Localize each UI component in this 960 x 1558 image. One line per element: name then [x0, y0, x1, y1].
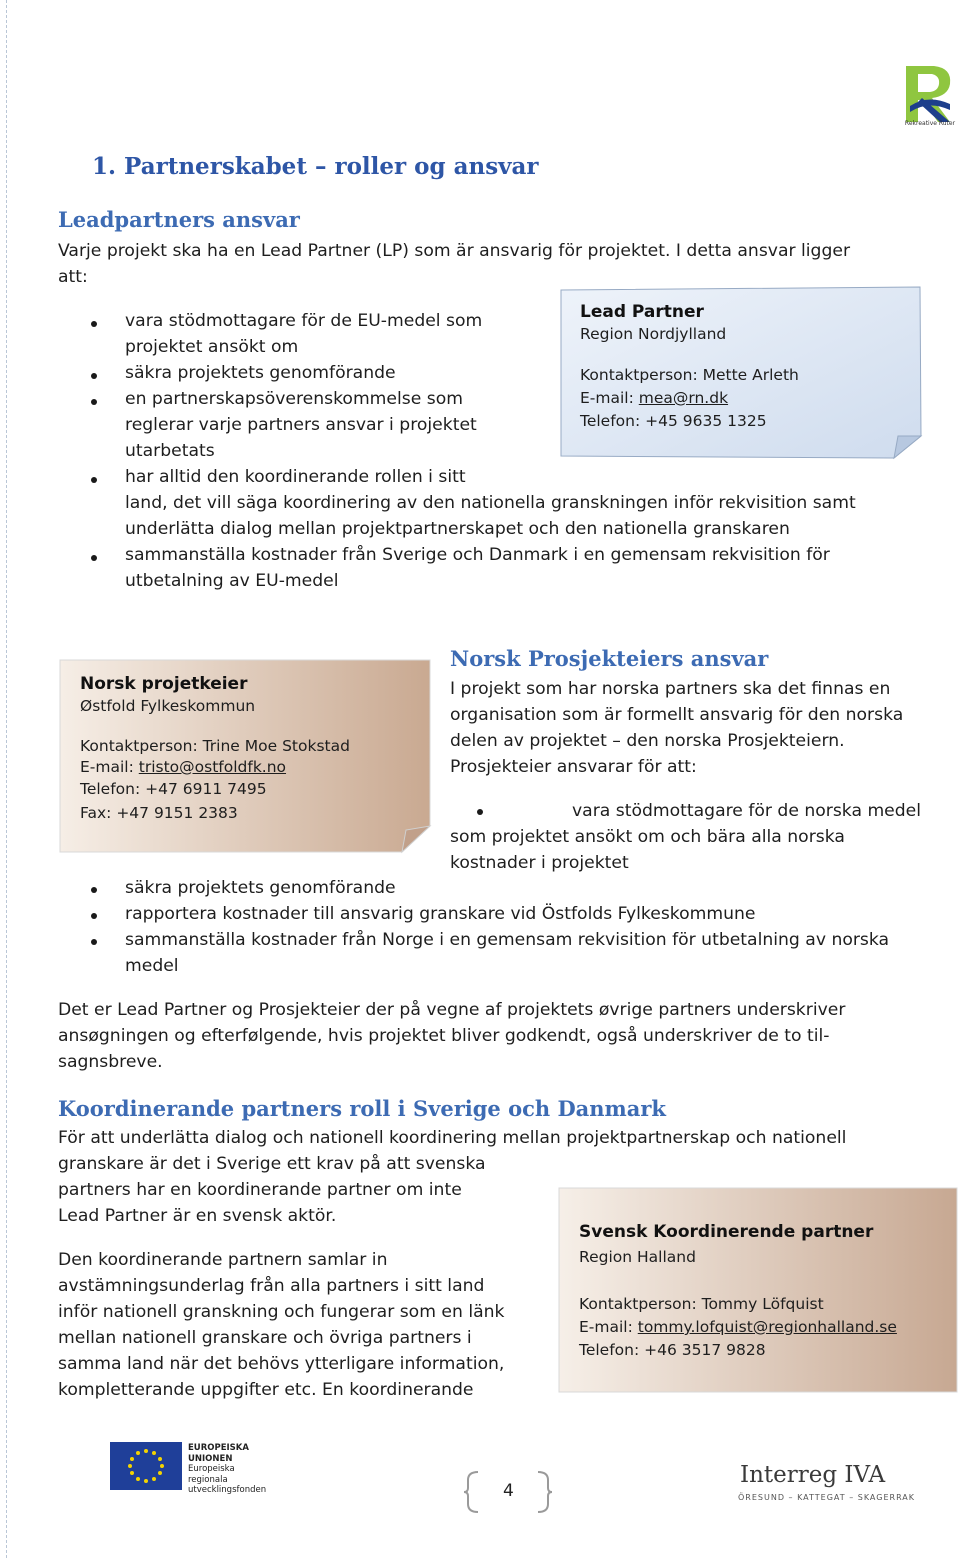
svensk-box-contact: Kontaktperson: Tommy Löfquist	[579, 1295, 824, 1313]
svensk-email-link[interactable]: tommy.lofquist@regionhalland.se	[637, 1318, 897, 1336]
lead-box-email-row	[580, 389, 728, 407]
eu-text-line: utvecklingsfonden	[188, 1485, 267, 1495]
page-bracket-left-icon	[462, 1470, 482, 1514]
email-label: E-mail:	[580, 389, 639, 407]
interreg-subtitle: ÖRESUND – KATTEGAT – SKAGERRAK	[738, 1493, 916, 1502]
lead-bullet-line: projektet ansökt om	[125, 337, 299, 357]
bullet-dot	[91, 477, 97, 483]
svensk-box-title: Svensk Koordinerende partner	[579, 1222, 874, 1242]
lead-bullet-line: underlätta dialog mellan projektpartnerskapet och den nationella granskaren	[125, 519, 790, 539]
lead-box-title: Lead Partner	[580, 302, 704, 322]
closing-line: ansøgningen og efterfølgende, hvis projektet bliver godkendt, også underskriver de to til-	[58, 1026, 830, 1046]
note-paper-shape	[557, 1186, 959, 1394]
lead-box-phone: Telefon: +45 9635 1325	[580, 412, 767, 430]
norsk-box-org: Østfold Fylkeskommun	[80, 697, 256, 715]
koord-para-line: avstämningsunderlag från alla partners i sitt land	[58, 1276, 485, 1296]
page-bracket-right-icon	[534, 1470, 554, 1514]
bullet-dot	[91, 555, 97, 561]
norsk-para-line: I projekt som har norska partners ska det finnas en	[450, 679, 891, 699]
page-margin-guide	[6, 0, 7, 1558]
eu-text-line: UNIONEN	[188, 1453, 233, 1464]
lead-intro-line: att:	[58, 267, 88, 287]
bullet-dot	[91, 939, 97, 945]
norsk-para-line: Prosjekteier ansvarar för att:	[450, 757, 697, 777]
norsk-heading: Norsk Prosjekteiers ansvar	[450, 646, 769, 671]
norsk-box	[58, 658, 434, 856]
norsk-para-line: delen av projektet – den norska Prosjekteiern.	[450, 731, 845, 751]
interreg-logo: Interreg IVA	[740, 1462, 886, 1488]
lead-bullet-line: en partnerskapsöverenskommelse som	[125, 389, 463, 409]
koord-para-line: kompletterande uppgifter etc. En koordinerande	[58, 1380, 474, 1400]
email-label: E-mail:	[579, 1318, 638, 1336]
norsk-email-link[interactable]: tristo@ostfoldfk.no	[138, 758, 287, 776]
bullet-dot	[91, 373, 97, 379]
section-title: 1. Partnerskabet – roller og ansvar	[92, 153, 539, 180]
lead-heading: Leadpartners ansvar	[58, 207, 300, 232]
norsk-bullet-line: säkra projektets genomförande	[125, 878, 396, 898]
lead-bullet-line: vara stödmottagare för de EU-medel som	[125, 311, 483, 331]
svensk-box-phone: Telefon: +46 3517 9828	[579, 1341, 766, 1359]
page-number: 4	[503, 1481, 514, 1501]
norsk-bullet-line: sammanställa kostnader från Norge i en gemensam rekvisition för utbetalning av norska	[125, 930, 890, 950]
lead-bullet-line: land, det vill säga koordinering av den nationella granskningen inför rekvisition samt	[125, 493, 856, 513]
lead-bullet-line: utbetalning av EU-medel	[125, 571, 339, 591]
logo-caption: Rekreative Ruter	[904, 120, 956, 127]
eu-text-line: EUROPEISKA	[188, 1443, 249, 1453]
svensk-box-org: Region Halland	[579, 1248, 696, 1266]
lead-partner-box	[558, 286, 924, 460]
bullet-dot	[91, 913, 97, 919]
lead-bullet-line: utarbetats	[125, 441, 215, 461]
lead-email-link[interactable]: mea@rn.dk	[638, 389, 729, 407]
lead-box-contact: Kontaktperson: Mette Arleth	[580, 366, 799, 384]
svensk-box	[557, 1186, 959, 1394]
bullet-dot	[91, 321, 97, 327]
koord-para-line: Den koordinerande partnern samlar in	[58, 1250, 388, 1270]
eu-flag-icon	[110, 1442, 182, 1490]
norsk-box-title: Norsk projetkeier	[80, 674, 248, 694]
norsk-box-contact: Kontaktperson: Trine Moe Stokstad	[80, 737, 350, 755]
svensk-box-email-row	[579, 1318, 897, 1336]
lead-box-org: Region Nordjylland	[580, 325, 727, 343]
lead-bullet-line: reglerar varje partners ansvar i projektet	[125, 415, 477, 435]
koord-para-line: granskare är det i Sverige ett krav på att svenska	[58, 1154, 486, 1174]
norsk-bullet-line: kostnader i projektet	[450, 853, 629, 873]
rekreative-ruter-logo	[902, 64, 956, 126]
norsk-para-line: organisation som är formellt ansvarig för den norska	[450, 705, 904, 725]
closing-line: Det er Lead Partner og Prosjekteier der på vegne af projektets øvrige partners underskriver	[58, 1000, 846, 1020]
bullet-dot	[91, 887, 97, 893]
bullet-dot	[477, 809, 483, 815]
koord-para-line: Lead Partner är en svensk aktör.	[58, 1206, 337, 1226]
koord-para-line: inför nationell granskning och fungerar som en länk	[58, 1302, 505, 1322]
norsk-bullet-line: rapportera kostnader till ansvarig granskare vid Östfolds Fylkeskommune	[125, 904, 756, 924]
koord-heading: Koordinerande partners roll i Sverige och Danmark	[58, 1096, 666, 1121]
bullet-dot	[91, 399, 97, 405]
norsk-box-email-row	[80, 758, 286, 776]
koord-para-line: samma land när det behövs ytterligare information,	[58, 1354, 505, 1374]
eu-fund-text	[188, 1443, 266, 1496]
email-label: E-mail:	[80, 758, 139, 776]
koord-para-line: För att underlätta dialog och nationell koordinering mellan projektpartnerskap och nationell	[58, 1128, 847, 1148]
lead-bullet-line: sammanställa kostnader från Sverige och Danmark i en gemensam rekvisition för	[125, 545, 830, 565]
norsk-bullet-line: som projektet ansökt om och bära alla norska	[450, 827, 845, 847]
closing-line: sagnsbreve.	[58, 1052, 163, 1072]
lead-bullet-line: har alltid den koordinerande rollen i sitt	[125, 467, 466, 487]
norsk-box-phone: Telefon: +47 6911 7495	[80, 780, 267, 798]
lead-intro-line: Varje projekt ska ha en Lead Partner (LP) som är ansvarig för projektet. I detta ansvar ligger	[58, 241, 851, 261]
eu-text-line: Europeiska	[188, 1464, 235, 1474]
lead-bullet-line: säkra projektets genomförande	[125, 363, 396, 383]
norsk-bullet-line: medel	[125, 956, 179, 976]
eu-text-line: regionala	[188, 1474, 228, 1485]
koord-para-line: mellan nationell granskare och övriga partners i	[58, 1328, 472, 1348]
norsk-box-fax: Fax: +47 9151 2383	[80, 804, 238, 822]
norsk-bullet-line: vara stödmottagare för de norska medel	[572, 801, 922, 821]
koord-para-line: partners har en koordinerande partner om inte	[58, 1180, 462, 1200]
